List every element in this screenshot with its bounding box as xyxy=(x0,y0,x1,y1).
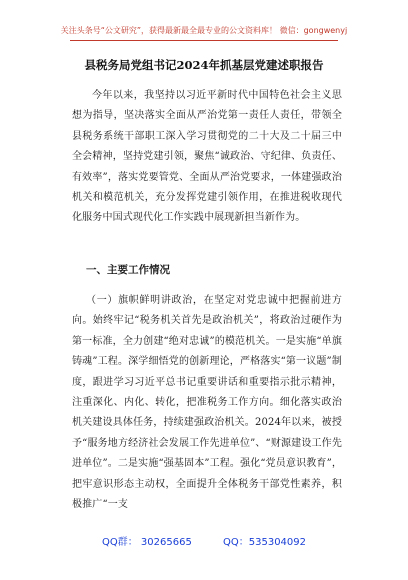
header-banner: 关注头条号“公文研究”，获得最新最全最专业的公文资料库！ 微信：gongwenyj xyxy=(60,26,348,35)
footer-qq-group: QQ群： 30265665 xyxy=(101,537,192,548)
section-heading: 一、主要工作情况 xyxy=(86,264,170,276)
intro-paragraph: 今年以来，我坚持以习近平新时代中国特色社会主义思想为指导，坚决落实全面从严治党第一责任人责任，带领全县税务系统干部职工深入学习贯彻党的二十大及二十届三中全会精神，坚持党建引领，聚焦“诚政治、守纪律、负责任、有效率”，落实党要管党、全面从严治党要求，一体建强政治机关和模范机关，充分发挥党建引领作用，在推进税收现代化服务中国式现代化工作实践中展现新担当新作为。 xyxy=(72,90,342,224)
header-divider xyxy=(70,40,338,41)
section-paragraph: （一）旗帜鲜明讲政治，在坚定对党忠诚中把握前进方向。始终牢记“税务机关首先是政治机关”，将政治过硬作为第一标准，全力创建“绝对忠诚”的模范机关。一是实施“单旗铸魂”工程。深学细悟党的创新理论，严格落实“第一议题”制度，跟进学习习近平总书记重要讲话和重要指示批示精神，注重深化、内化、转化，把准税务工作方向。细化落实政治机关建设具体任务，持续建强政治机关。2024年以来，被授予“服务地方经济社会发展工作先进单位”、“财源建设工作先进单位”。二是实施“强基固本”工程。强化“党员意识教育”，把牢意识形态主动权，全面提升全体税务干部党性素养，积极推广“一支 xyxy=(72,295,342,511)
footer-qq: QQ：535304092 xyxy=(223,537,307,548)
footer-contact xyxy=(0,533,408,548)
document-title: 县税务局党组书记2024年抓基层党建述职报告 xyxy=(84,58,324,72)
